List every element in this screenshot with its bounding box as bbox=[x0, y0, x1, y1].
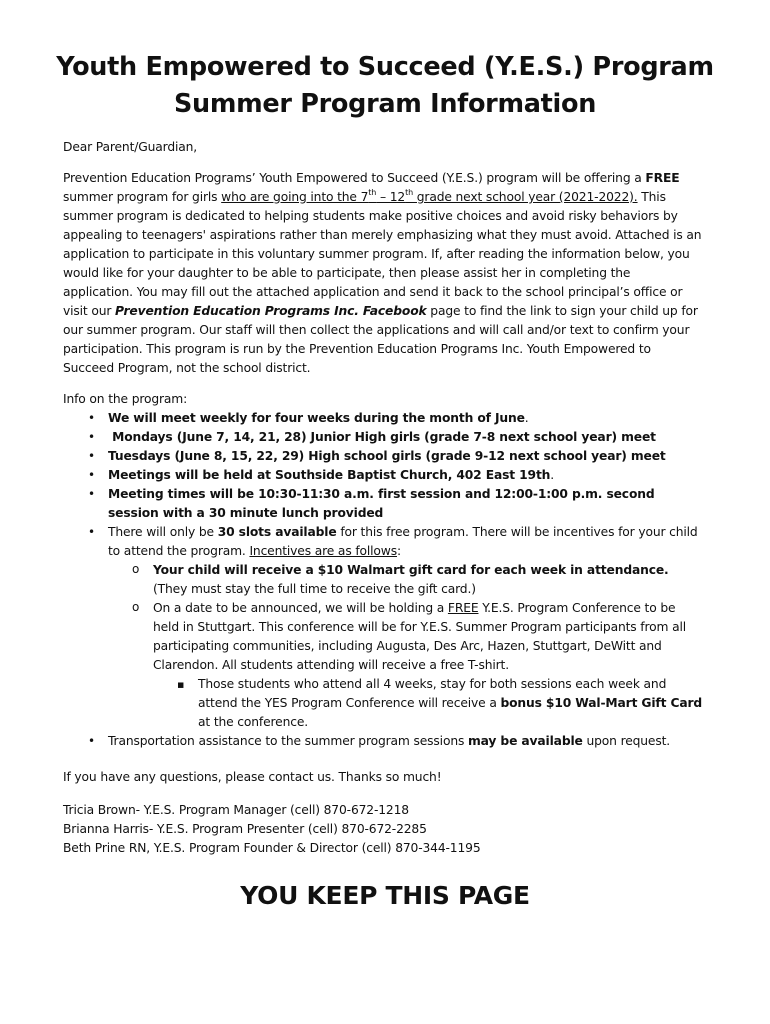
page-subtitle: Summer Program Information bbox=[173, 89, 597, 119]
facebook-page-name: Prevention Education Programs Inc. Facebook bbox=[115, 304, 427, 318]
list-item: • Tuesdays (June 8, 15, 22, 29) High school girls (grade 9-12 next school year) meet bbox=[63, 447, 703, 466]
contact-list bbox=[63, 801, 481, 858]
free-emphasis: FREE bbox=[645, 171, 680, 185]
list-item: • Meeting times will be 10:30-11:30 a.m. first session and 12:00-1:00 p.m. second session with a 30 minute lunch provided bbox=[63, 485, 703, 523]
keep-page-notice: YOU KEEP THIS PAGE bbox=[240, 881, 530, 910]
list-item: • Meetings will be held at Southside Baptist Church, 402 East 19th. bbox=[63, 466, 703, 485]
list-item: • Transportation assistance to the summer program sessions may be available upon request. bbox=[63, 732, 703, 751]
para-text: This summer program is dedicated to helping students make positive choices and avoid risky behaviors by appealing to teenagers' aspirations rather than merely emphasizing what they must avoid. Attached is an application to participate in this voluntary summer program. If, after reading the information below, you would like for your daughter to be able to participate, then please assist her in completing the application. You may fill out the attached application and send it back to the school principal’s office or visit our bbox=[63, 190, 702, 318]
info-heading: Info on the program: bbox=[63, 392, 188, 406]
page-title: Youth Empowered to Succeed (Y.E.S.) Program bbox=[56, 52, 714, 82]
salutation: Dear Parent/Guardian, bbox=[63, 140, 198, 154]
para-text: page to find the link to sign your child up for our summer program. Our staff will then collect the applications and will call and/or text to confirm your participation. This program is run by the Prevention Education Programs Inc. Youth Empowered to Succeed Program, not the school district. bbox=[63, 304, 698, 375]
closing-line: If you have any questions, please contact us. Thanks so much! bbox=[63, 770, 442, 784]
grade-range-underlined: who are going into the 7th – 12th grade next school year (2021-2022). bbox=[221, 188, 638, 204]
list-item: • There will only be 30 slots available for this free program. There will be incentives for your child to attend the program. Incentives are as follows: o Your child will receive a $10 Walmart gift card for each week in attendance. (They must stay the full time to receive the gift card.) o On a date to be announced, we will be holding a FREE Y.E.S. Program Conference to be held in Stuttgart. This conference will be for Y.E.S. Summer Program participants from all participating communities, including Augusta, Des Arc, Hazen, Stuttgart, DeWitt and Clarendon. All students attending will receive a free T-shirt. ▪ Those students who attend all 4 weeks, stay for both sessions each week and attend the YES Program Conference will receive a bonus $10 Wal-Mart Gift Card at the conference. bbox=[63, 523, 703, 732]
intro-paragraph bbox=[63, 169, 703, 378]
para-text: Prevention Education Programs’ Youth Empowered to Succeed (Y.E.S.) program will be offering a bbox=[63, 171, 646, 185]
contact-line: Tricia Brown- Y.E.S. Program Manager (cell) 870-672-1218 bbox=[63, 803, 409, 817]
list-item: ▪ Those students who attend all 4 weeks, stay for both sessions each week and attend the YES Program Conference will receive a bonus $10 Wal-Mart Gift Card at the conference. bbox=[153, 675, 703, 732]
incentives-list bbox=[108, 561, 703, 732]
contact-line: Beth Prine RN, Y.E.S. Program Founder & Director (cell) 870-344-1195 bbox=[63, 841, 481, 855]
list-item: • We will meet weekly for four weeks during the month of June. bbox=[63, 409, 703, 428]
list-item: o Your child will receive a $10 Walmart gift card for each week in attendance. (They must stay the full time to receive the gift card.) bbox=[108, 561, 703, 599]
list-item: • Mondays (June 7, 14, 21, 28) Junior High girls (grade 7-8 next school year) meet bbox=[63, 428, 703, 447]
program-info-list bbox=[63, 409, 703, 751]
contact-line: Brianna Harris- Y.E.S. Program Presenter (cell) 870-672-2285 bbox=[63, 822, 427, 836]
bonus-list bbox=[153, 675, 703, 732]
list-item: o On a date to be announced, we will be holding a FREE Y.E.S. Program Conference to be held in Stuttgart. This conference will be for Y.E.S. Summer Program participants from all participating communities, including Augusta, Des Arc, Hazen, Stuttgart, DeWitt and Clarendon. All students attending will receive a free T-shirt. ▪ Those students who attend all 4 weeks, stay for both sessions each week and attend the YES Program Conference will receive a bonus $10 Wal-Mart Gift Card at the conference. bbox=[108, 599, 703, 732]
para-text: summer program for girls bbox=[63, 190, 222, 204]
